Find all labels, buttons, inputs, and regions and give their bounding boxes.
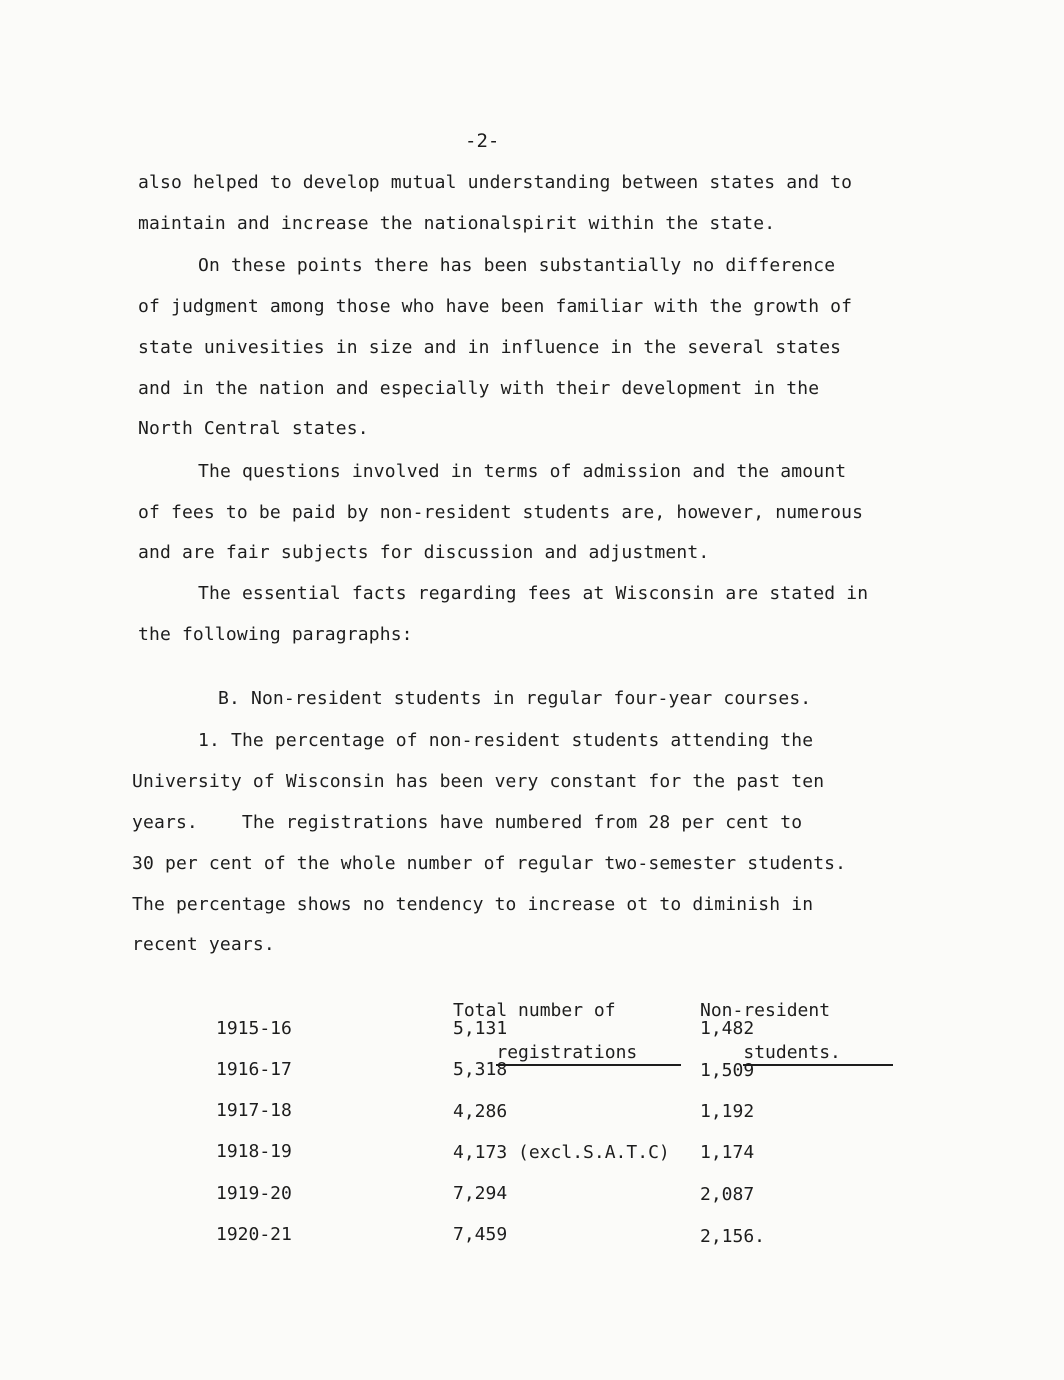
paragraph-line: years. The registrations have numbered from 28 per cent to [132, 812, 803, 833]
paragraph-line: The questions involved in terms of admission and the amount [198, 461, 847, 482]
table-header-nonresident-line2: students. [743, 1042, 893, 1066]
paragraph-line: North Central states. [138, 418, 369, 439]
paragraph-line: The percentage shows no tendency to increase ot to diminish in [132, 894, 814, 915]
section-heading: B. Non-resident students in regular four-year courses. [218, 688, 812, 709]
paragraph-line: state univesities in size and in influence in the several states [138, 337, 842, 358]
table-cell-year: 1920-21 [216, 1224, 292, 1245]
table-cell-year: 1915-16 [216, 1018, 292, 1039]
paragraph-line: maintain and increase the nationalspirit within the state. [138, 213, 776, 234]
table-cell-year: 1919-20 [216, 1183, 292, 1204]
table-cell-total: 5,318 [453, 1059, 508, 1080]
paragraph-line: 1. The percentage of non-resident students attending the [198, 730, 814, 751]
paragraph-line: and in the nation and especially with their development in the [138, 378, 820, 399]
table-cell-nonresident: 1,482 [700, 1018, 755, 1039]
table-cell-nonresident: 2,087 [700, 1184, 755, 1205]
table-header-total-line1: Total number of [453, 1000, 616, 1021]
paragraph-line: The essential facts regarding fees at Wisconsin are stated in [198, 583, 869, 604]
paragraph-line: of fees to be paid by non-resident students are, however, numerous [138, 502, 864, 523]
table-header-total-line2: registrations [496, 1042, 681, 1066]
paragraph-line: also helped to develop mutual understanding between states and to [138, 172, 853, 193]
table-cell-total: 5,131 [453, 1018, 508, 1039]
paragraph-line: On these points there has been substantially no difference [198, 255, 836, 276]
table-cell-nonresident: 2,156. [700, 1226, 766, 1247]
paragraph-line: and are fair subjects for discussion and adjustment. [138, 542, 710, 563]
paragraph-line: of judgment among those who have been familiar with the growth of [138, 296, 853, 317]
paragraph-line: recent years. [132, 934, 275, 955]
paragraph-line: University of Wisconsin has been very constant for the past ten [132, 771, 825, 792]
paragraph-line: 30 per cent of the whole number of regular two-semester students. [132, 853, 847, 874]
table-cell-nonresident: 1,192 [700, 1101, 755, 1122]
table-cell-nonresident: 1,509 [700, 1060, 755, 1081]
paragraph-line: the following paragraphs: [138, 624, 413, 645]
table-cell-total: 7,459 [453, 1224, 508, 1245]
table-cell-total: 4,173 (excl.S.A.T.C) [453, 1142, 670, 1163]
table-cell-year: 1916-17 [216, 1059, 292, 1080]
table-cell-year: 1917-18 [216, 1100, 292, 1121]
table-cell-nonresident: 1,174 [700, 1142, 755, 1163]
table-cell-year: 1918-19 [216, 1141, 292, 1162]
page-number: -2- [465, 130, 500, 152]
table-header-nonresident-line1: Non-resident [700, 1000, 831, 1021]
table-cell-total: 7,294 [453, 1183, 508, 1204]
table-cell-total: 4,286 [453, 1101, 508, 1122]
